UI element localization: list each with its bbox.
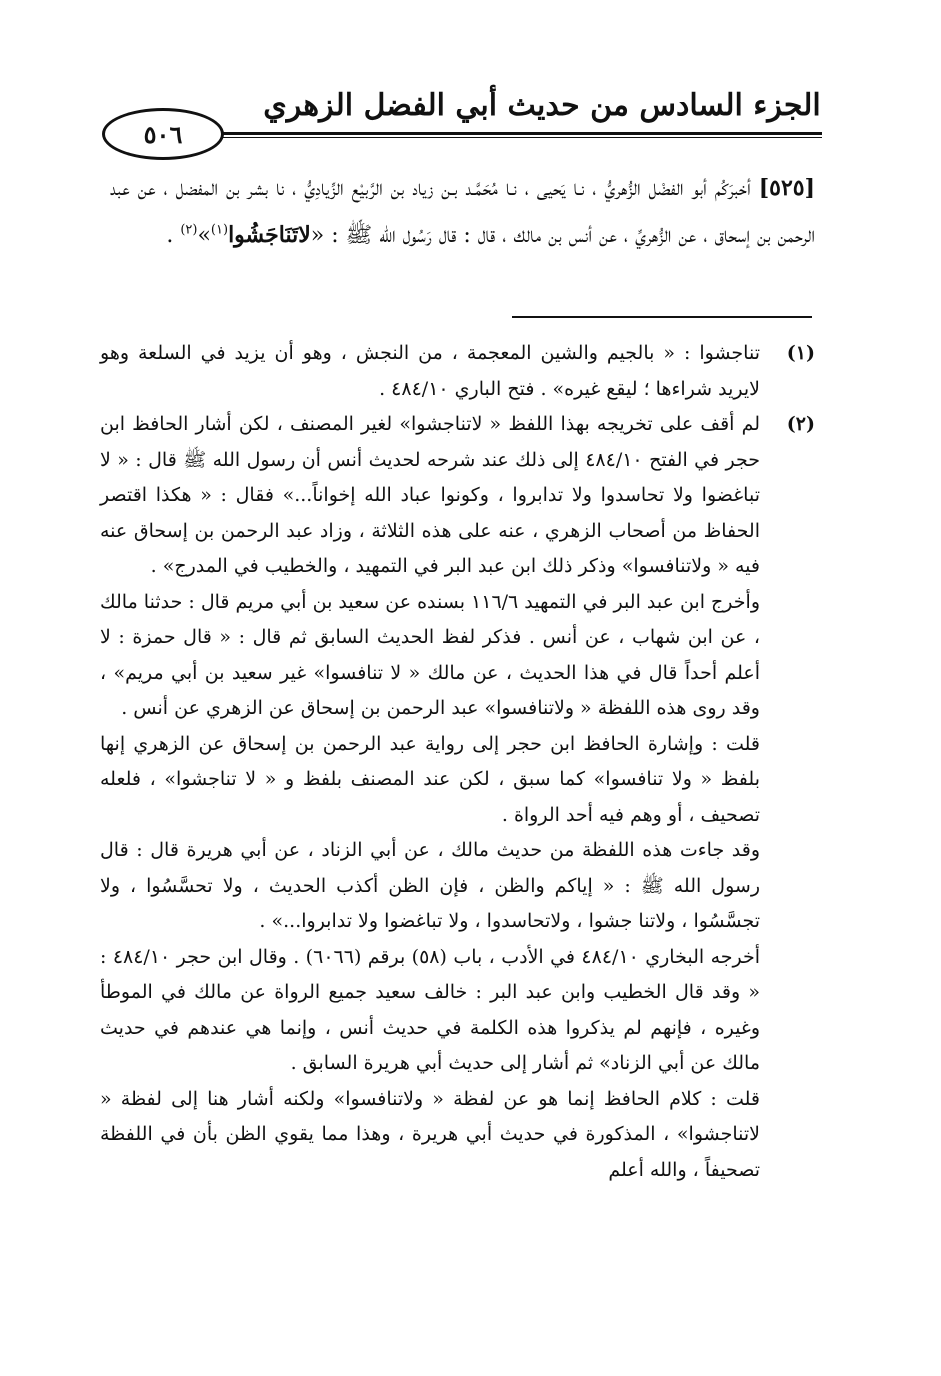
hadith-body: أخبرَكُم أبو الفضْل الزُّهريُّ ، نـا يَحيى ، نـا مُحَمَّـد بـن زياد بن الرَّبيْع الزِّيادِيُّ ، نا بشر بن المفضل ، عن عبد الرحمن بن إسحاق ، عن الزُّهريِّ ، عن أنس بن مالك ، قال : قال رَسُول الله ﷺ : « (110, 176, 815, 248)
footnote-paragraph: قلت : كلام الحافظ إنما هو عن لفظة « ولاتنافسوا» ولكنه أشار هنا إلى لفظة « لاتناجشوا» ، المذكورة في حديث أبي هريرة ، وهذا مما يقوي الظن بأن في اللفظة تصحيفاً ، والله أعلم (100, 1087, 760, 1181)
hadith-text (110, 165, 815, 259)
footnote-number: (١) (786, 342, 815, 364)
footnotes (100, 336, 815, 1188)
footnote-paragraph: قلت : وإشارة الحافظ ابن حجر إلى رواية عبد الرحمن بن إسحاق عن الزهري إنها بلفظ « ولا تنافسوا» كما سبق ، لكن عند المصنف بلفظ و « لا تناجشوا» ، فلعله تصحيف ، أو وهم فيه أحد الرواة . (100, 732, 760, 826)
footnote-paragraph: لم أقف على تخريجه بهذا اللفظ « لاتناجشوا» لغير المصنف ، لكن أشار الحافظ ابن حجر في الفتح ٤٨٤/١٠ إلى ذلك عند شرحه لحديث أنس أن رسول الله ﷺ قال : « لا تباغضوا ولا تحاسدوا ولا تدابروا ، وكونوا عباد الله إخواناً...» فقال : « هكذا اقتصر الحفاظ من أصحاب الزهري ، عنه على هذه الثلاثة ، وزاد عبد الرحمن بن إسحاق عنه فيه « ولاتنافسوا» وذكر ذلك ابن عبد البر في التمهيد ، والخطيب في المدرج» . (100, 413, 760, 577)
closing-quote: » (197, 223, 211, 248)
footnote-paragraph: وأخرج ابن عبد البر في التمهيد ١١٦/٦ بسنده عن سعيد بن أبي مريم قال : حدثنا مالك ، عن ابن شهاب ، عن أنس . فذكر لفظ الحديث السابق ثم قال : « قال حمزة : لا أعلم أحداً قال في هذا الحديث ، عن مالك « لا تنافسوا» غير سعيد بن أبي مريم» ، وقد روى هذه اللفظة « ولاتنافسوا» عبد الرحمن بن إسحاق عن الزهري عن أنس . (100, 590, 760, 719)
footnote-paragraph: أخرجه البخاري ٤٨٤/١٠ في الأدب ، باب (٥٨) برقم (٦٠٦٦) . وقال ابن حجر ٤٨٤/١٠ : « وقد قال الخطيب وابن عبد البر : خالف سعيد جميع الرواة عن مالك في الموطأ وغيره ، فإنهم لم يذكروا هذه الكلمة في حديث أنس ، وإنما هي عندهم في حديث مالك عن أبي الزناد» ثم أشار إلى حديث أبي هريرة السابق . (100, 945, 761, 1074)
hadith-quote: لاتَنَاجَشُوا (228, 222, 311, 248)
footnote-number: (٢) (786, 413, 815, 435)
page-number-badge (102, 108, 224, 160)
hadith-paragraph (110, 165, 815, 259)
hadith-end: . (166, 223, 181, 248)
footnote-ref-1[interactable]: (١) (210, 222, 229, 238)
header-title: الجزء السادس من حديث أبي الفضل الزهري (263, 88, 821, 123)
running-header (102, 70, 822, 160)
footnote-separator (512, 316, 812, 318)
footnote-2 (100, 407, 815, 1188)
footnote-ref-2[interactable]: (٢) (180, 222, 198, 238)
footnote-1 (100, 336, 815, 407)
header-rule (182, 132, 822, 135)
footnote-paragraph: وقد جاءت هذه اللفظة من حديث مالك ، عن أبي الزناد ، عن أبي هريرة قال : قال رسول الله ﷺ : « إياكم والظن ، فإن الظن أكذب الحديث ، ولا تحسَّسُوا ، ولا تجسَّسُوا ، ولاتنا جشوا ، ولاتحاسدوا ، ولا تباغضوا ولا تدابروا...» . (100, 839, 760, 932)
header-rule-thin (182, 137, 822, 138)
footnote-paragraph: تناجشوا : « بالجيم والشين المعجمة ، من النجش ، وهو أن يزيد في السلعة وهو لايريد شراءها ؛ ليقع غيره» . فتح الباري ٤٨٤/١٠ . (100, 342, 760, 400)
hadith-number: [٥٢٥] (758, 175, 815, 201)
page-number: ٥٠٦ (143, 119, 183, 149)
